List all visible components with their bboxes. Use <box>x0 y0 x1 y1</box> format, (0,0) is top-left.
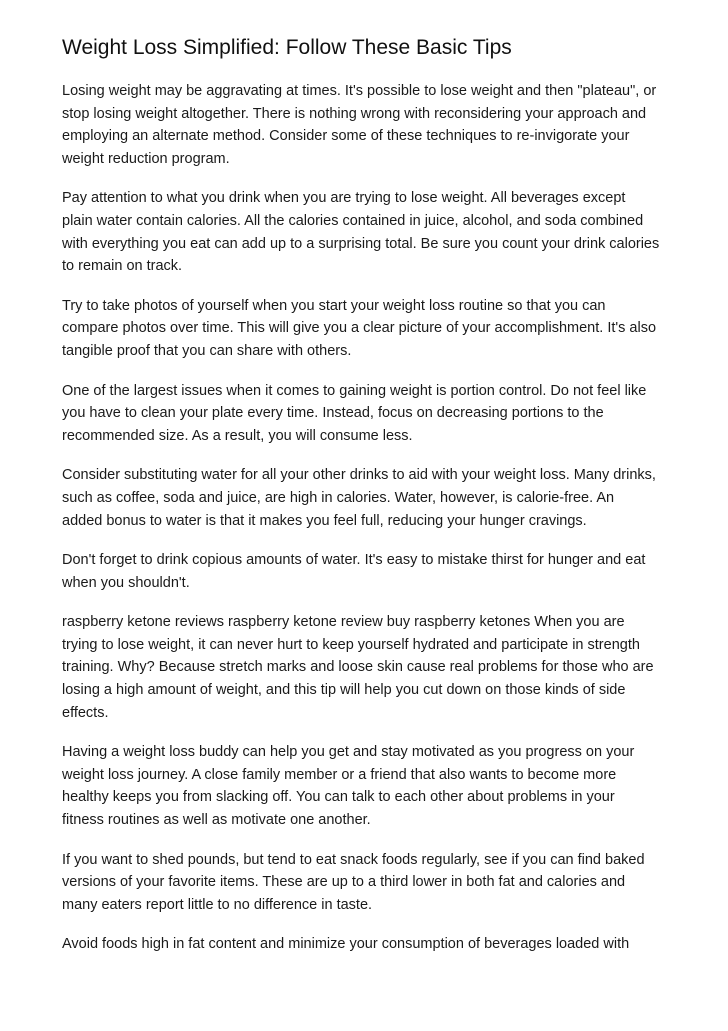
paragraph-3 <box>62 295 674 363</box>
paragraph-1 <box>62 80 674 170</box>
paragraph-5 <box>62 464 674 532</box>
text-line: raspberry ketone reviews raspberry ketone review buy raspberry ketones When you are <box>62 614 625 631</box>
text-line: when you shouldn't. <box>62 574 190 591</box>
text-line: If you want to shed pounds, but tend to eat snack foods regularly, see if you can find baked <box>62 851 645 868</box>
text-line: employing an alternate method. Consider some of these techniques to re-invigorate your <box>62 128 630 145</box>
text-line: recommended size. As a result, you will consume less. <box>62 427 413 444</box>
text-line: Try to take photos of yourself when you start your weight loss routine so that you can <box>62 297 606 314</box>
paragraph-4 <box>62 380 674 448</box>
text-line: stop losing weight altogether. There is nothing wrong with reconsidering your approach and <box>62 105 647 122</box>
text-line: weight reduction program. <box>62 150 230 167</box>
text-line: weight loss journey. A close family member or a friend that also wants to become more <box>62 766 617 783</box>
text-line: you have to clean your plate every time. Instead, focus on decreasing portions to the <box>62 405 604 422</box>
text-line: versions of your favorite items. These are up to a third lower in both fat and calories and <box>62 874 626 891</box>
text-line: losing a high amount of weight, and this tip will help you cut down on those kinds of side <box>62 682 626 699</box>
text-line: tangible proof that you can share with others. <box>62 342 352 359</box>
text-line: Avoid foods high in fat content and minimize your consumption of beverages loaded with <box>62 936 630 953</box>
text-line: One of the largest issues when it comes to gaining weight is portion control. Do not feel like <box>62 382 647 399</box>
text-line: Losing weight may be aggravating at times. It's possible to lose weight and then "plateau", or <box>62 83 657 99</box>
paragraph-8 <box>62 741 674 831</box>
text-line: to remain on track. <box>62 258 183 275</box>
text-line: added bonus to water is that it makes you feel full, reducing your hunger cravings. <box>62 512 587 529</box>
text-line: fitness routines as well as motivate one another. <box>62 812 371 829</box>
text-line: trying to lose weight, it can never hurt to keep yourself hydrated and participate in strength <box>62 636 640 653</box>
text-line: with everything you eat can add up to a surprising total. Be sure you count your drink calories <box>62 235 660 252</box>
text-line: such as coffee, soda and juice, are high in calories. Water, however, is calorie-free. An <box>62 489 615 506</box>
text-line: compare photos over time. This will give you a clear picture of your accomplishment. It's also <box>62 320 657 337</box>
paragraph-6 <box>62 549 674 594</box>
text-line: Consider substituting water for all your other drinks to aid with your weight loss. Many drinks, <box>62 467 656 484</box>
document-title: Weight Loss Simplified: Follow These Basic Tips <box>62 36 512 59</box>
text-line: Don't forget to drink copious amounts of water. It's easy to mistake thirst for hunger and eat <box>62 552 646 569</box>
text-line: plain water contain calories. All the calories contained in juice, alcohol, and soda combined <box>62 212 644 229</box>
text-line: training. Why? Because stretch marks and loose skin cause real problems for those who are <box>62 659 654 676</box>
paragraph-7 <box>62 611 674 724</box>
text-line: Having a weight loss buddy can help you get and stay motivated as you progress on your <box>62 744 635 761</box>
text-line: healthy keeps you from slacking off. You can talk to each other about problems in your <box>62 789 615 806</box>
text-line: many eaters report little to no difference in taste. <box>62 896 373 913</box>
paragraph-2 <box>62 187 674 277</box>
text-line: Pay attention to what you drink when you are trying to lose weight. All beverages except <box>62 190 626 207</box>
paragraph-10 <box>62 933 674 956</box>
paragraph-9 <box>62 849 674 917</box>
document-page <box>62 34 674 973</box>
text-line: effects. <box>62 704 109 721</box>
